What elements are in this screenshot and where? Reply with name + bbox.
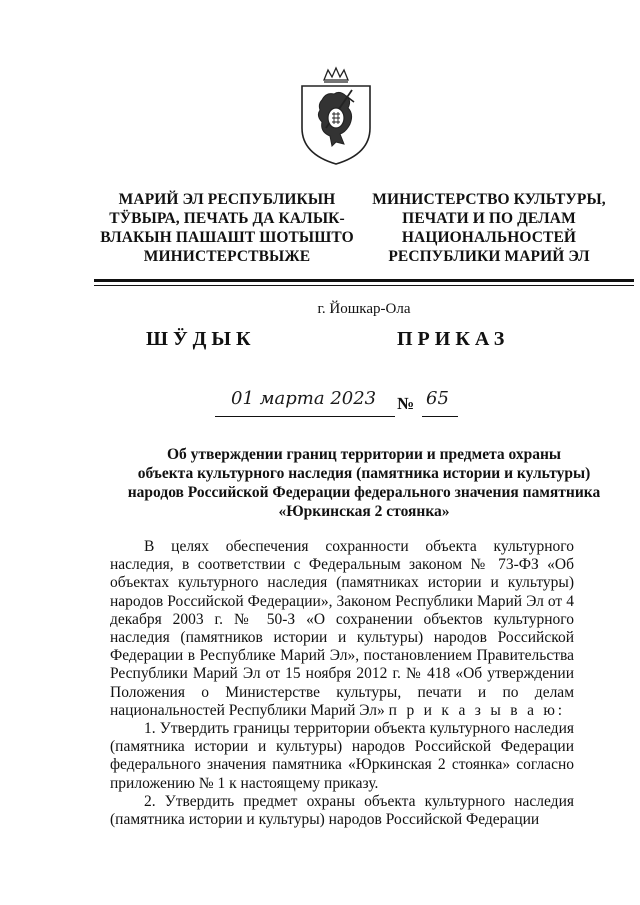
header-right-line: РЕСПУБЛИКИ МАРИЙ ЭЛ	[388, 248, 590, 265]
header-left-line: МАРИЙ ЭЛ РЕСПУБЛИКЫН	[118, 191, 336, 208]
city-name: г. Йошкар-Ола	[317, 301, 411, 317]
header-left-line: ТӰВЫРА, ПЕЧАТЬ ДА КАЛЫК-	[109, 210, 345, 227]
header-divider-thick	[94, 279, 634, 282]
header-russian-name	[364, 190, 614, 266]
subject-line: Об утверждении границ территории и предмета охраны	[166, 446, 562, 463]
handwritten-date: 01 марта 2023	[231, 388, 377, 409]
subject-line: объекта культурного наследия (памятника истории и культуры)	[137, 465, 591, 482]
header-right-line: НАЦИОНАЛЬНОСТЕЙ	[401, 229, 577, 246]
body-paragraph-preamble	[110, 538, 574, 720]
body-paragraph-item-2: 2. Утвердить предмет охраны объекта культурного наследия (памятника истории и культуры) народов Российской Федерации	[110, 792, 574, 829]
order-subject	[94, 445, 634, 521]
header-right-line: МИНИСТЕРСТВО КУЛЬТУРЫ,	[372, 191, 606, 208]
handwritten-number: 65	[426, 388, 449, 409]
subject-line: «Юркинская 2 стоянка»	[278, 503, 450, 520]
preamble-text: В целях обеспечения сохранности объекта культурного наследия, в соответствии с Федеральным законом № 73-ФЗ «Об объектах культурного наследия (памятниках истории и культуры) народов Российской Федерации», Законом Республики Марий Эл от 4 декабря 2003 г. № 50-З «О сохранении объектов культурного наследия (памятников истории и культуры) народов Российской Федерации в Республике Марий Эл», постановлением Правительства Республики Марий Эл от 15 ноября 2012 г. № 418 «Об утверждении Положения о Министерстве культуры, печати и по делам национальностей Республики Марий Эл»	[110, 538, 574, 719]
number-field	[422, 388, 458, 417]
number-sign: №	[397, 394, 415, 413]
header-right-line: ПЕЧАТИ И ПО ДЕЛАМ	[402, 210, 576, 227]
header-left-line: МИНИСТЕРСТВЫЖЕ	[143, 248, 311, 265]
order-body	[110, 538, 574, 829]
doc-type-mari: ШӰДЫК	[146, 328, 256, 350]
subject-line: народов Российской Федерации федерального значения памятника	[127, 484, 601, 501]
body-paragraph-item-1: 1. Утвердить границы территории объекта культурного наследия (памятника истории и культуры) народов Российской Федерации федерального значения памятника «Юркинская 2 стоянка» согласно приложению № 1 к настоящему приказу.	[110, 720, 574, 792]
doc-type-russian: ПРИКАЗ	[397, 328, 510, 350]
order-word: п р и к а з ы в а ю:	[388, 701, 565, 719]
date-field	[215, 388, 395, 417]
header-divider-thin	[94, 285, 634, 286]
coat-of-arms-mari-el-icon	[296, 66, 376, 168]
header-mari-name	[96, 190, 358, 266]
header-left-line: ВЛАКЫН ПАШАШТ ШОТЫШТО	[100, 229, 354, 246]
